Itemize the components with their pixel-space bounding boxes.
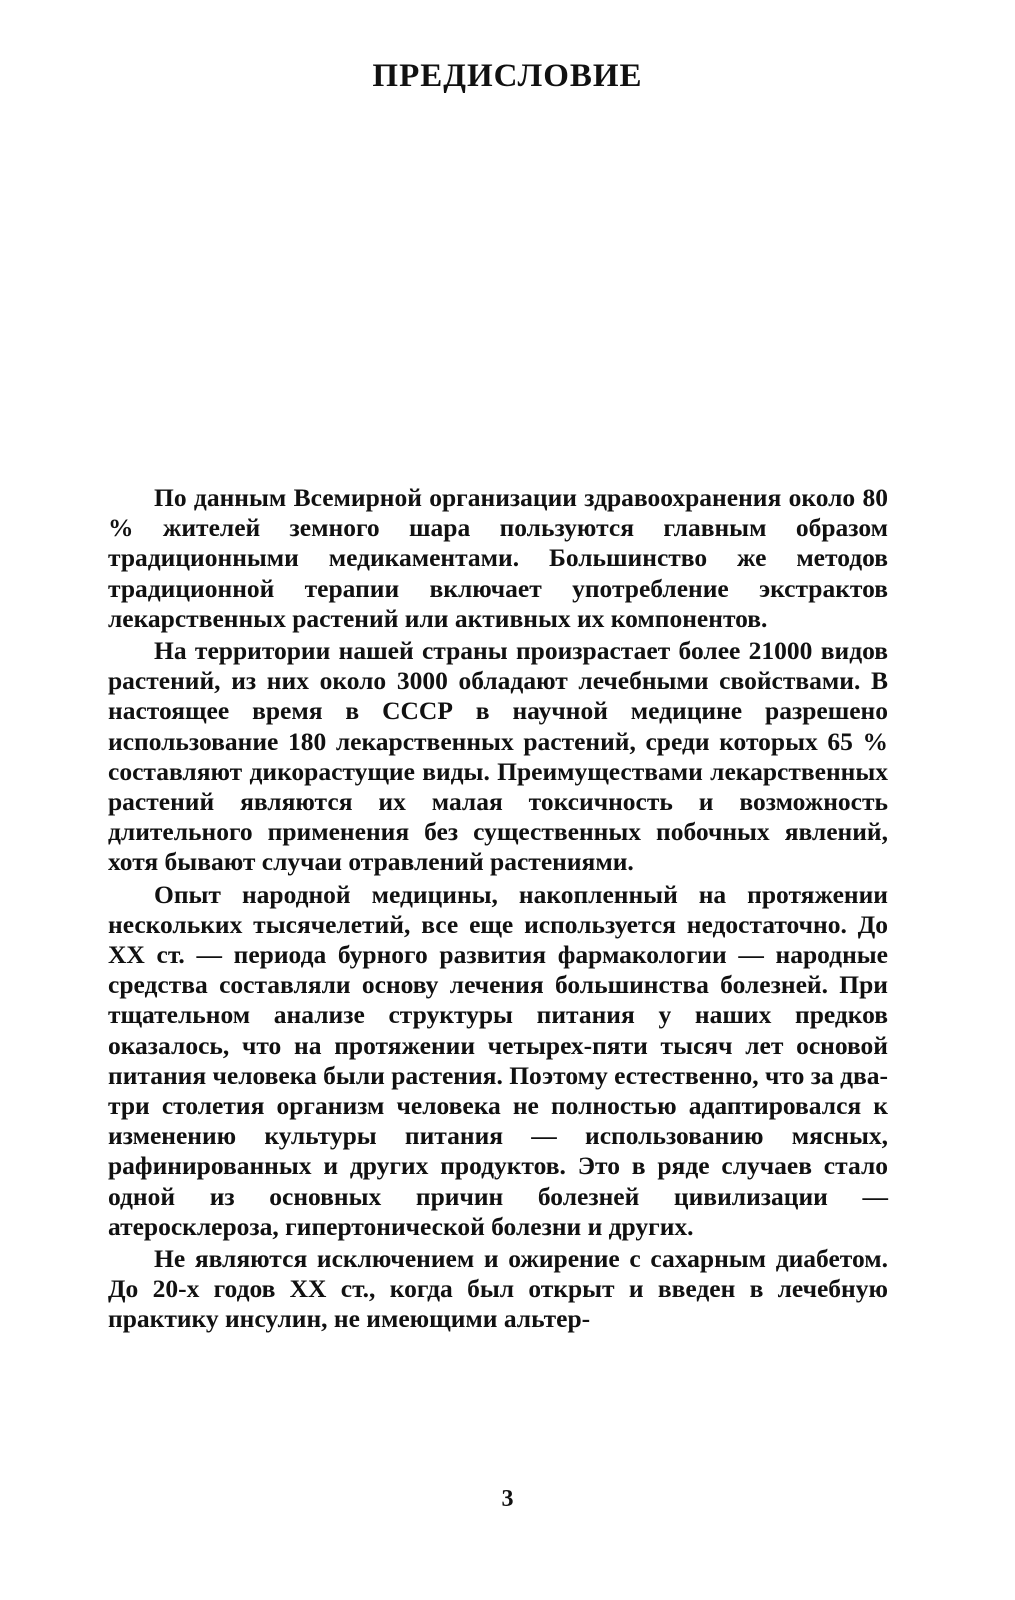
paragraph: На территории нашей страны произрастает более 21000 видов растений, из них около 3000 обладают лечебными свойствами. В настоящее время в СССР в научной медицине разрешено использование 180 лекарственных растений, среди которых 65 % составляют дикорастущие виды. Преимуществами лекарственных растений являются их малая токсичность и возможность длительного применения без существенных побочных явлений, хотя бывают случаи отравлений растениями. xyxy=(108,636,888,877)
page-title: ПРЕДИСЛОВИЕ xyxy=(372,58,643,94)
paragraph: Опыт народной медицины, накопленный на протяжении нескольких тысячелетий, все еще используется недостаточно. До XX ст. — периода бурного развития фармакологии — народные средства составляли основу лечения большинства болезней. При тщательном анализе структуры питания у наших предков оказалось, что на протяжении четырех-пяти тысяч лет основой питания человека были растения. Поэтому естественно, что за два-три столетия организм человека не полностью адаптировался к изменению культуры питания — использованию мясных, рафинированных и других продуктов. Это в ряде случаев стало одной из основных причин болезней цивилизации — атеросклероза, гипертонической болезни и других. xyxy=(108,879,888,1241)
page-number: 3 xyxy=(501,1486,514,1512)
paragraph: По данным Всемирной организации здравоохранения около 80 % жителей земного шара пользуются главным образом традиционными медикаментами. Большинство же методов традиционной терапии включает употребление экстрактов лекарственных растений или активных их компонентов. xyxy=(108,483,888,633)
paragraph: Не являются исключением и ожирение с сахарным диабетом. До 20-х годов XX ст., когда был открыт и введен в лечебную практику инсулин, не имеющими альтер- xyxy=(108,1244,888,1334)
body-text xyxy=(108,483,888,1335)
